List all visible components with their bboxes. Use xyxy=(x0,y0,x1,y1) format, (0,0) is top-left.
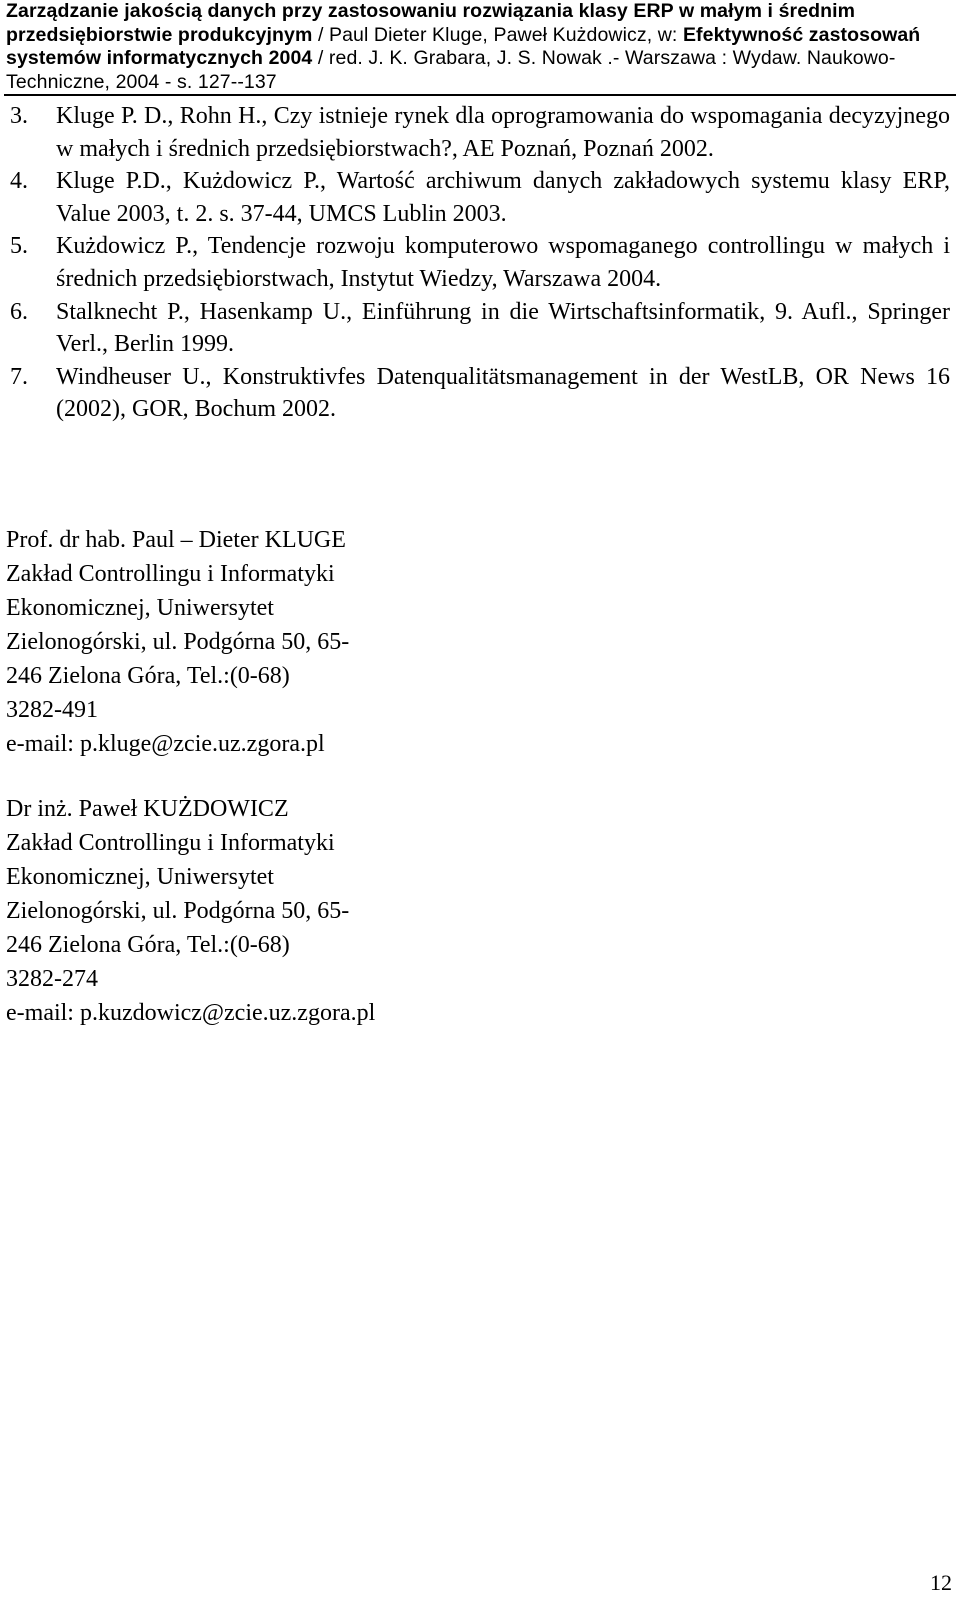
reference-number: 7. xyxy=(10,363,28,390)
reference-item xyxy=(10,361,950,426)
author-contact-kuzdowicz xyxy=(6,792,446,1030)
reference-number: 6. xyxy=(10,298,28,325)
header-divider xyxy=(4,94,956,96)
contact-line: Zakład Controllingu i Informatyki xyxy=(6,830,335,856)
contact-line: 246 Zielona Góra, Tel.:(0-68) xyxy=(6,932,290,958)
contact-name: Prof. dr hab. Paul – Dieter KLUGE xyxy=(6,527,346,553)
reference-text: Windheuser U., Konstruktivfes Datenqualitätsmanagement in der WestLB, OR News 16 (2002), GOR, Bochum 2002. xyxy=(56,363,950,423)
contact-line: Zielonogórski, ul. Podgórna 50, 65- xyxy=(6,629,350,655)
reference-number: 4. xyxy=(10,168,28,195)
contact-line: Zakład Controllingu i Informatyki xyxy=(6,561,335,587)
contact-line: 246 Zielona Góra, Tel.:(0-68) xyxy=(6,663,290,689)
contact-name: Dr inż. Paweł KUŻDOWICZ xyxy=(6,796,289,822)
citation-title: Zarządzanie jakością danych przy zastosowaniu rozwiązania klasy ERP w małym i średnim przedsiębiorstwie produkcyjnym xyxy=(6,0,856,46)
reference-item xyxy=(10,296,950,361)
contact-line: Zielonogórski, ul. Podgórna 50, 65- xyxy=(6,898,350,924)
reference-number: 5. xyxy=(10,233,28,260)
author-contact-kluge xyxy=(6,523,446,761)
reference-number: 3. xyxy=(10,103,28,129)
reference-text: Kluge P.D., Kużdowicz P., Wartość archiwum danych zakładowych systemu klasy ERP, Value 2003, t. 2. s. 37-44, UMCS Lublin 2003. xyxy=(56,168,950,227)
reference-list xyxy=(10,100,950,426)
reference-text: Kużdowicz P., Tendencje rozwoju komputerowo wspomaganego controllingu w małych i średnich przedsiębiorstwach, Instytut Wiedzy, Warszawa 2004. xyxy=(56,233,950,292)
contact-line: Ekonomicznej, Uniwersytet xyxy=(6,595,274,621)
citation-header xyxy=(6,0,946,94)
contact-email: e-mail: p.kluge@zcie.uz.zgora.pl xyxy=(6,731,325,757)
reference-text: Kluge P. D., Rohn H., Czy istnieje rynek dla oprogramowania do wspomagania decyzyjnego w małych i średnich przedsiębiorstwach?, AE Poznań, Poznań 2002. xyxy=(56,103,950,162)
contact-phone: 3282-491 xyxy=(6,697,98,723)
citation-authors: / Paul Dieter Kluge, Paweł Kużdowicz, w: xyxy=(312,23,683,46)
citation-book-title: Efektywność zastosowań systemów informatycznych 2004 xyxy=(6,23,921,69)
reference-item xyxy=(10,100,950,165)
reference-item xyxy=(10,165,950,230)
contact-email: e-mail: p.kuzdowicz@zcie.uz.zgora.pl xyxy=(6,1000,376,1026)
contact-line: Ekonomicznej, Uniwersytet xyxy=(6,864,274,890)
citation-publication: / red. J. K. Grabara, J. S. Nowak .- Warszawa : Wydaw. Naukowo-Techniczne, 2004 - s. 127--137 xyxy=(6,47,896,93)
reference-text: Stalknecht P., Hasenkamp U., Einführung in die Wirtschaftsinformatik, 9. Aufl., Springer Verl., Berlin 1999. xyxy=(56,298,950,358)
reference-item xyxy=(10,230,950,295)
page-number: 12 xyxy=(930,1570,952,1595)
contact-phone: 3282-274 xyxy=(6,966,98,992)
